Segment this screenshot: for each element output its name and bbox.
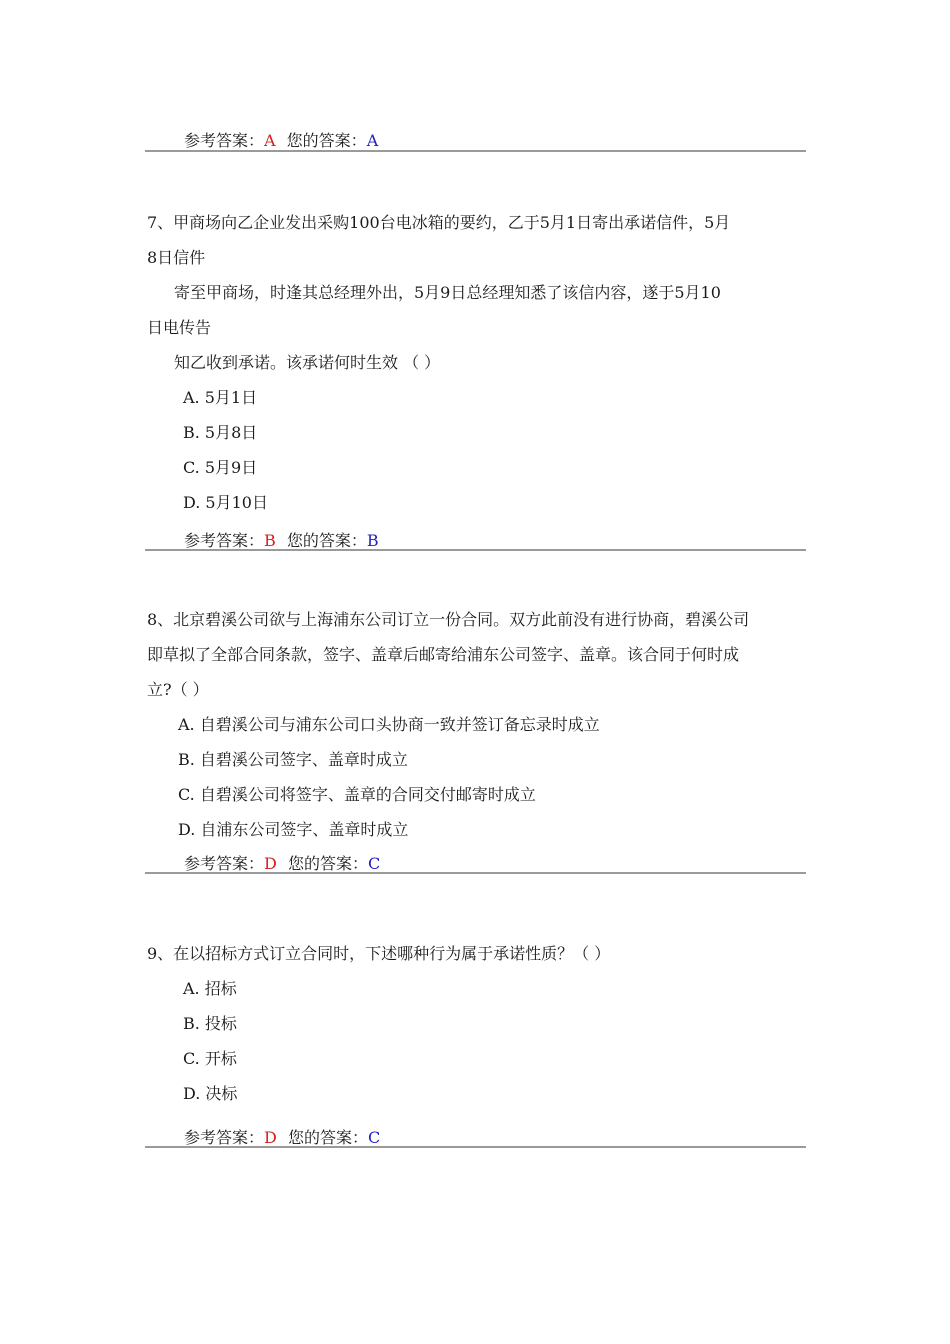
- your-answer-value: B: [366, 531, 379, 550]
- question-text: 立?（ ）: [147, 680, 209, 699]
- option-c: C. 自碧溪公司将签字、盖章的合同交付邮寄时成立: [178, 785, 536, 804]
- answer-line: [184, 528, 379, 551]
- reference-answer-label: 参考答案：: [184, 854, 265, 873]
- question-text: 知乙收到承诺。该承诺何时生效 （ ）: [174, 353, 441, 372]
- answer-line: [184, 128, 378, 151]
- reference-answer-label: 参考答案：: [184, 531, 265, 550]
- divider: [145, 150, 806, 152]
- question-text: 9、在以招标方式订立合同时，下述哪种行为属于承诺性质？（ ）: [147, 944, 611, 963]
- question-text: 日电传告: [147, 318, 212, 337]
- question-text: 7、甲商场向乙企业发出采购100台电冰箱的要约，乙于5月1日寄出承诺信件，5月: [147, 213, 731, 232]
- option-a: A. 5月1日: [183, 388, 258, 407]
- answer-line: [184, 851, 380, 874]
- your-answer-value: A: [366, 131, 379, 150]
- reference-answer-label: 参考答案：: [184, 131, 265, 150]
- divider: [145, 872, 806, 874]
- option-b: B. 5月8日: [183, 423, 258, 442]
- divider: [145, 549, 806, 551]
- question-text: 寄至甲商场，时逢其总经理外出，5月9日总经理知悉了该信内容，遂于5月10: [174, 283, 721, 302]
- option-d: D. 自浦东公司签字、盖章时成立: [178, 820, 409, 839]
- option-b: B. 投标: [183, 1014, 237, 1033]
- option-d: D. 5月10日: [183, 493, 268, 512]
- your-answer-label: 您的答案：: [286, 531, 367, 550]
- your-answer-label: 您的答案：: [287, 854, 368, 873]
- your-answer-value: C: [367, 1128, 381, 1147]
- reference-answer-value: B: [264, 531, 276, 550]
- question-text: 即草拟了全部合同条款，签字、盖章后邮寄给浦东公司签字、盖章。该合同于何时成: [147, 645, 740, 664]
- your-answer-label: 您的答案：: [287, 1128, 368, 1147]
- option-b: B. 自碧溪公司签字、盖章时成立: [178, 750, 408, 769]
- reference-answer-value: D: [264, 1128, 277, 1147]
- reference-answer-value: D: [264, 854, 277, 873]
- option-a: A. 自碧溪公司与浦东公司口头协商一致并签订备忘录时成立: [178, 715, 600, 734]
- option-c: C. 开标: [183, 1049, 237, 1068]
- your-answer-value: C: [367, 854, 381, 873]
- option-c: C. 5月9日: [183, 458, 258, 477]
- question-text: 8、北京碧溪公司欲与上海浦东公司订立一份合同。双方此前没有进行协商，碧溪公司: [147, 610, 750, 629]
- option-d: D. 决标: [183, 1084, 238, 1103]
- reference-answer-label: 参考答案：: [184, 1128, 265, 1147]
- your-answer-label: 您的答案：: [286, 131, 367, 150]
- answer-line: [184, 1125, 380, 1148]
- divider: [145, 1146, 806, 1148]
- option-a: A. 招标: [183, 979, 237, 998]
- reference-answer-value: A: [264, 131, 276, 150]
- question-text: 8日信件: [147, 248, 206, 267]
